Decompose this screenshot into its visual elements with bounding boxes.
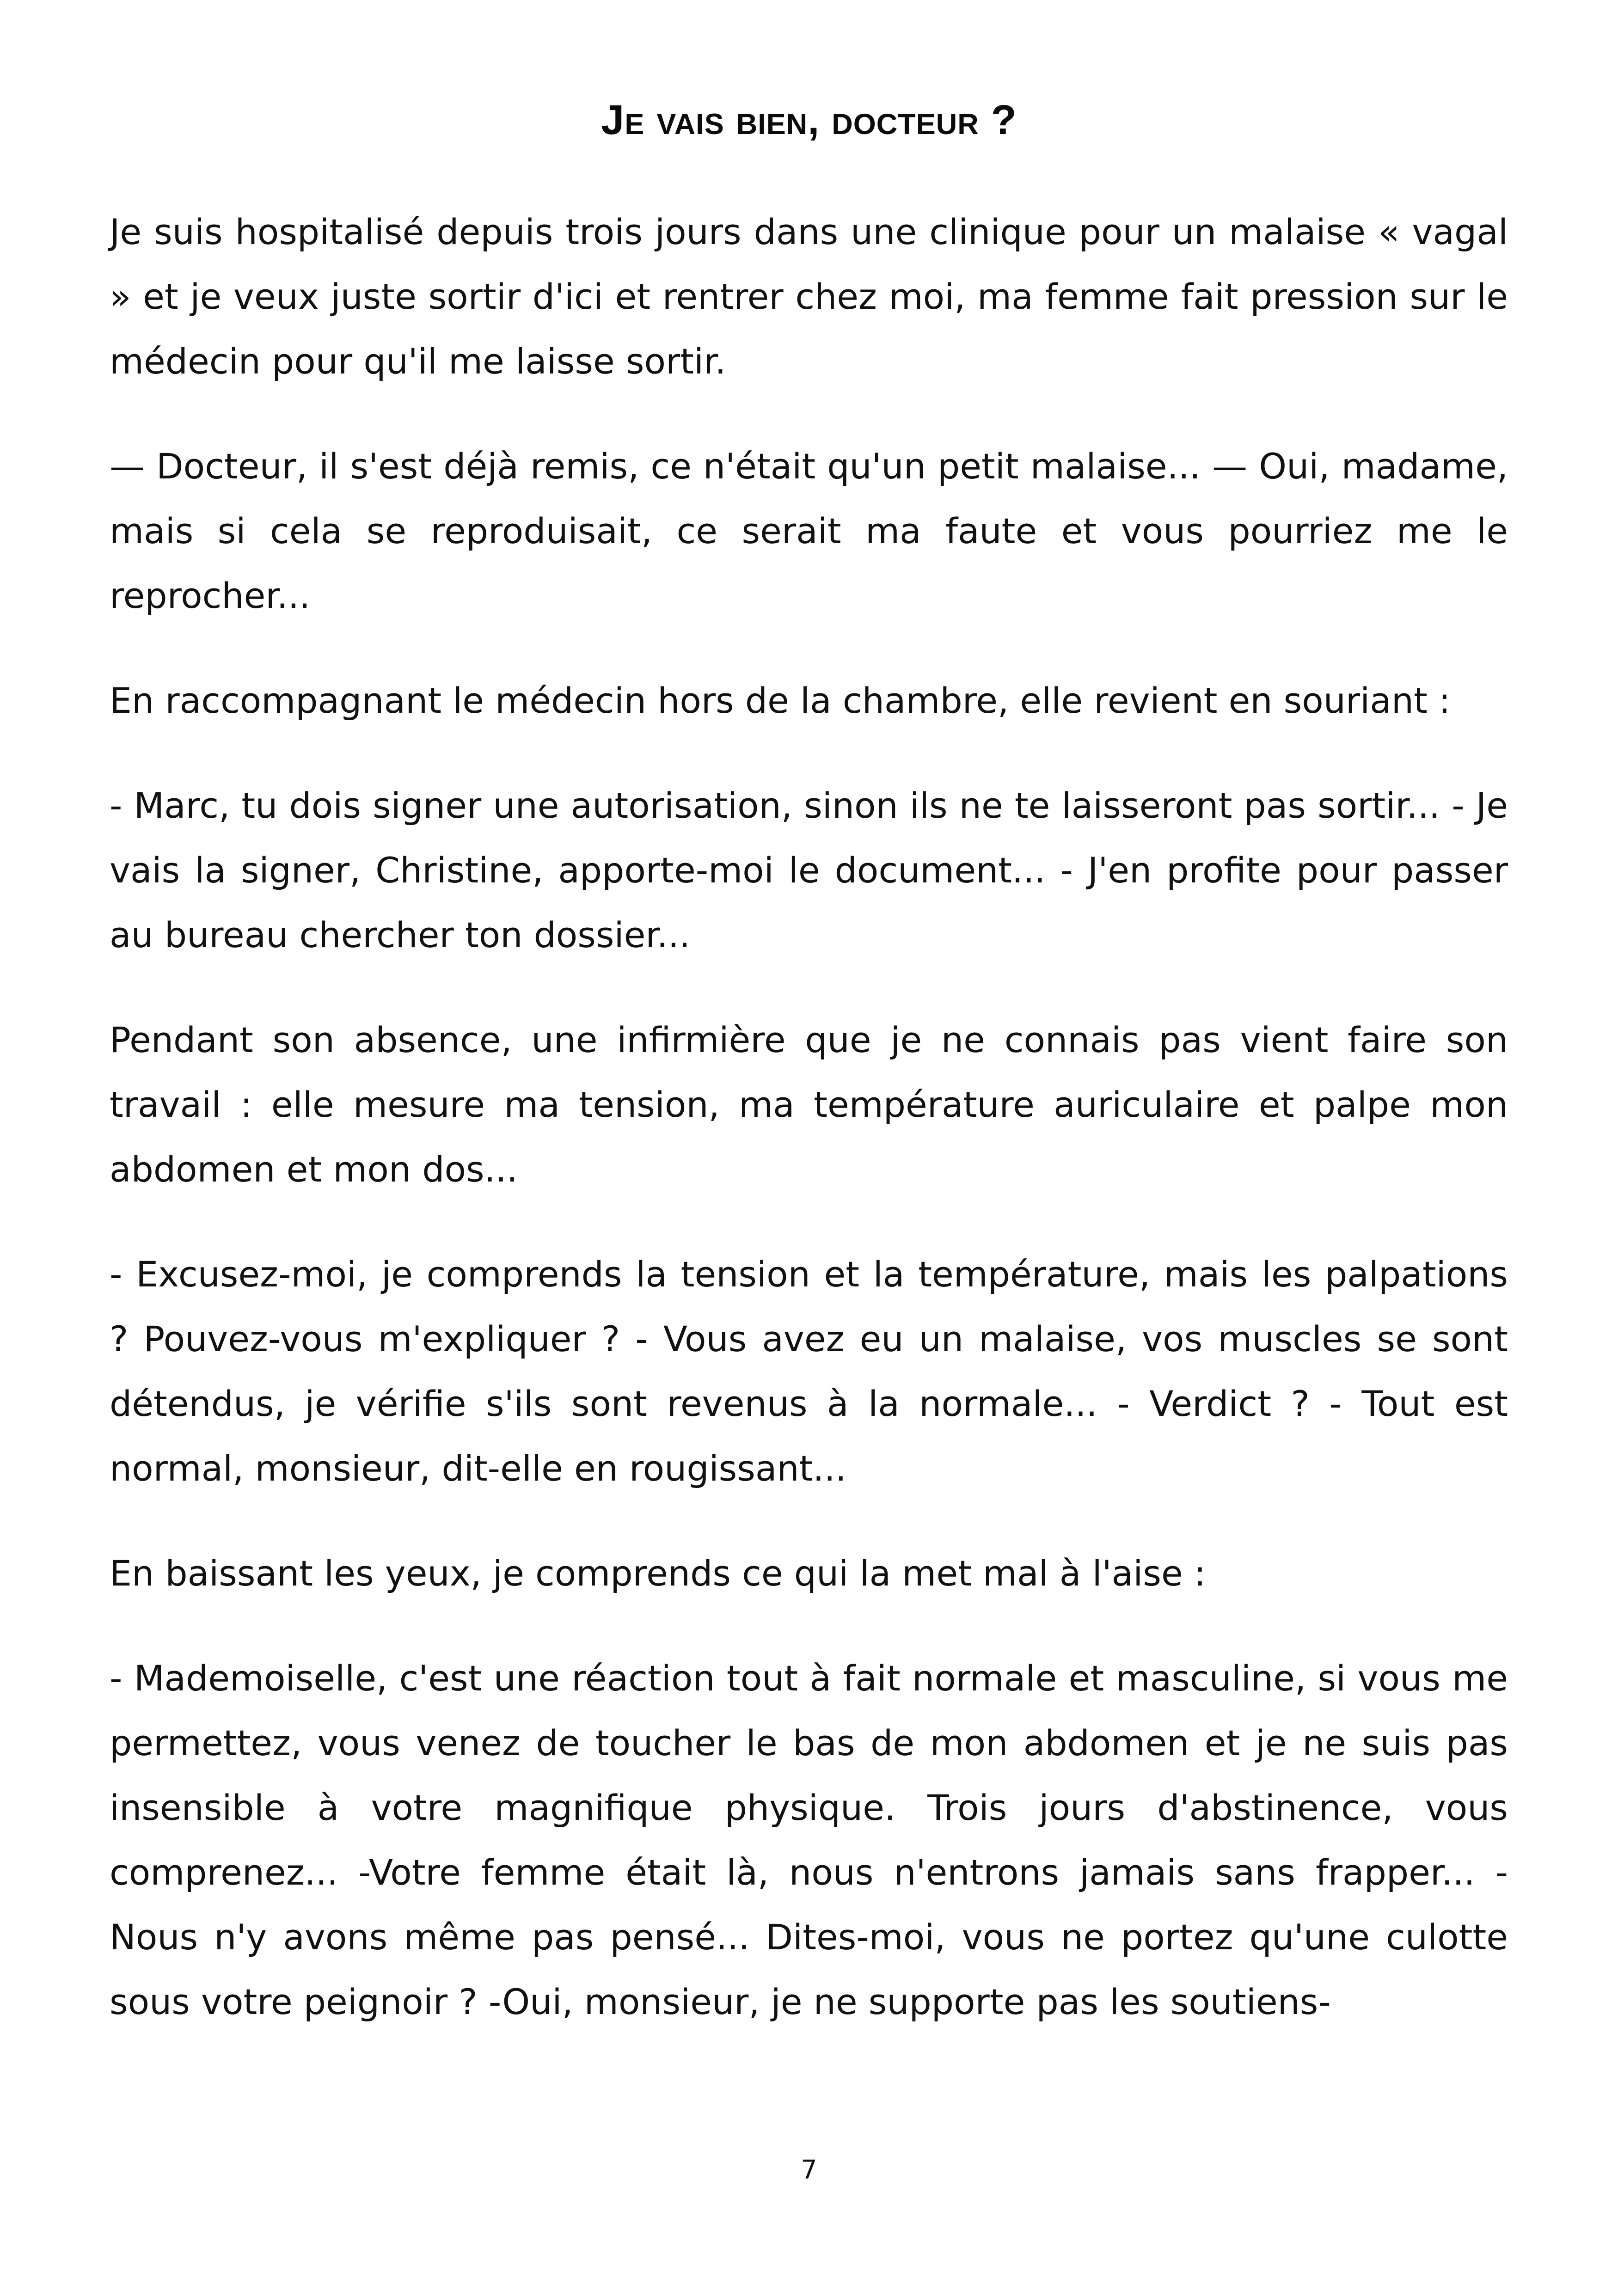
paragraph: Je suis hospitalisé depuis trois jours dans une clinique pour un malaise « vagal » et je veux juste sortir d'ici et rentrer chez moi, ma femme fait pression sur le médecin pour qu'il me laisse sortir.: [110, 211, 1508, 382]
paragraph: En baissant les yeux, je comprends ce qui la met mal à l'aise :: [110, 1553, 1206, 1594]
page-number: 7: [801, 2155, 817, 2185]
paragraph: - Mademoiselle, c'est une réaction tout à fait normale et masculine, si vous me permettez, vous venez de toucher le bas de mon abdomen et je ne suis pas insensible à votre magnifique physique. Trois jours d'abstinence, vous comprenez... -Votre femme était là, nous n'entrons jamais sans frapper... - Nous n'y avons même pas pensé... Dites-moi, vous ne portez qu'une culotte sous votre peignoir ? -Oui, monsieur, je ne supporte pas les soutiens-: [110, 1658, 1508, 2022]
paragraph: En raccompagnant le médecin hors de la chambre, elle revient en souriant :: [110, 680, 1451, 721]
paragraph: - Excusez-moi, je comprends la tension et la température, mais les palpations ? Pouvez-vous m'expliquer ? - Vous avez eu un malaise, vos muscles se sont détendus, je vérifie s'ils sont revenus à la normale... - Verdict ? - Tout est normal, monsieur, dit-elle en rougissant...: [110, 1254, 1508, 1489]
chapter-title: Je vais bien, docteur ?: [601, 97, 1017, 143]
body-text: [110, 200, 1508, 2075]
paragraph: Pendant son absence, une infirmière que je ne connais pas vient faire son travail : elle mesure ma tension, ma température auriculaire et palpe mon abdomen et mon dos...: [110, 1019, 1508, 1190]
paragraph: - Marc, tu dois signer une autorisation, sinon ils ne te laisseront pas sortir... - Je vais la signer, Christine, apporte-moi le document... - J'en profite pour passer au bureau chercher ton dossier...: [110, 785, 1508, 955]
paragraph: — Docteur, il s'est déjà remis, ce n'était qu'un petit malaise... — Oui, madame, mais si cela se reproduisait, ce serait ma faute et vous pourriez me le reprocher...: [110, 446, 1508, 616]
